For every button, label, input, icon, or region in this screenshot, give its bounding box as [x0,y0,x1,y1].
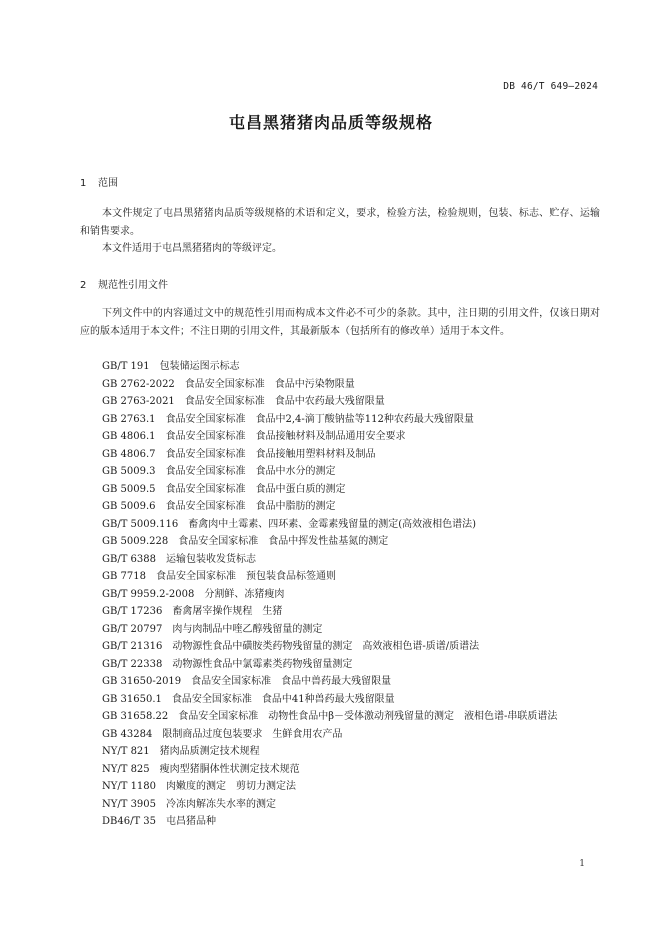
reference-item: GB/T 22338 动物源性食品中氯霉素类药物残留量测定 [102,658,353,670]
reference-item: GB 7718 食品安全国家标准 预包装食品标签通则 [102,571,336,582]
standard-code: DB 46/T 649—2024 [503,81,598,92]
reference-item: NY/T 3905 冷冻肉解冻失水率的测定 [102,798,277,810]
reference-item: GB 31658.22 食品安全国家标准 动物性食品中β－受体激动剂残留量的测定 液相色谱-串联质谱法 [102,711,558,722]
reference-item: GB/T 5009.116 畜禽肉中土霉素、四环素、金霉素残留量的测定(高效液相色谱法) [102,518,477,530]
reference-item: GB/T 9959.2-2008 分割鲜、冻猪瘦肉 [102,588,285,600]
reference-item: DB46/T 35 屯昌猪品种 [102,816,217,827]
section-1-paragraph: 本文件规定了屯昌黑猪猪肉品质等级规格的术语和定义，要求，检验方法，检验规则，包装、标志、贮存、运输和销售要求。 [80,208,600,237]
reference-item: GB/T 20797 肉与肉制品中喹乙醇残留量的测定 [102,623,323,635]
reference-item: GB 5009.6 食品安全国家标准 食品中脂肪的测定 [102,501,336,512]
section-2-intro [80,305,600,340]
reference-list [80,358,600,831]
reference-item: GB 31650-2019 食品安全国家标准 食品中兽药最大残留限量 [102,676,392,687]
reference-item: NY/T 825 瘦肉型猪胴体性状测定技术规范 [102,763,300,775]
section-2-intro-paragraph: 下列文件中的内容通过文中的规范性引用而构成本文件必不可少的条款。其中，注日期的引用文件，仅该日期对应的版本适用于本文件；不注日期的引用文件，其最新版本（包括所有的修改单）适用于本文件。 [80,308,600,337]
section-2-title: 规范性引用文件 [98,280,168,291]
reference-item: NY/T 1180 肉嫩度的测定 剪切力测定法 [102,781,297,792]
reference-item: GB 5009.228 食品安全国家标准 食品中挥发性盐基氮的测定 [102,536,389,547]
section-1-paragraph: 本文件适用于屯昌黑猪猪肉的等级评定。 [102,243,282,254]
document-title: 屯昌黑猪猪肉品质等级规格 [228,113,433,132]
reference-item: GB 31650.1 食品安全国家标准 食品中41种兽药最大残留限量 [102,693,395,705]
section-2-number: 2 [80,280,87,291]
reference-item: GB 4806.7 食品安全国家标准 食品接触用塑料材料及制品 [102,448,376,460]
reference-item: GB/T 17236 畜禽屠宰操作规程 生猪 [102,606,283,617]
section-1-title: 范围 [98,178,118,189]
reference-item: GB/T 191 包装储运图示标志 [102,361,240,372]
page-number: 1 [579,859,585,869]
reference-item: GB 4806.1 食品安全国家标准 食品接触材料及制品通用安全要求 [102,431,406,442]
reference-item: GB/T 21316 动物源性食品中磺胺类药物残留量的测定 高效液相色谱-质谱/质谱法 [102,641,480,652]
reference-item: GB 5009.3 食品安全国家标准 食品中水分的测定 [102,466,336,477]
reference-item: GB 5009.5 食品安全国家标准 食品中蛋白质的测定 [102,483,346,495]
section-1-number: 1 [80,178,87,189]
section-2-heading [80,276,168,291]
reference-item: NY/T 821 猪肉品质测定技术规程 [102,746,260,757]
reference-item: GB 2763.1 食品安全国家标准 食品中2,4-滴丁酸钠盐等112种农药最大残留限量 [102,413,474,425]
section-1-body [80,205,600,258]
reference-item: GB 2763-2021 食品安全国家标准 食品中农药最大残留限量 [102,396,385,407]
section-1-heading [80,174,118,189]
reference-item: GB 43284 限制商品过度包装要求 生鲜食用农产品 [102,728,343,740]
reference-item: GB/T 6388 运输包装收发货标志 [102,553,257,565]
reference-item: GB 2762-2022 食品安全国家标准 食品中污染物限量 [102,378,355,390]
